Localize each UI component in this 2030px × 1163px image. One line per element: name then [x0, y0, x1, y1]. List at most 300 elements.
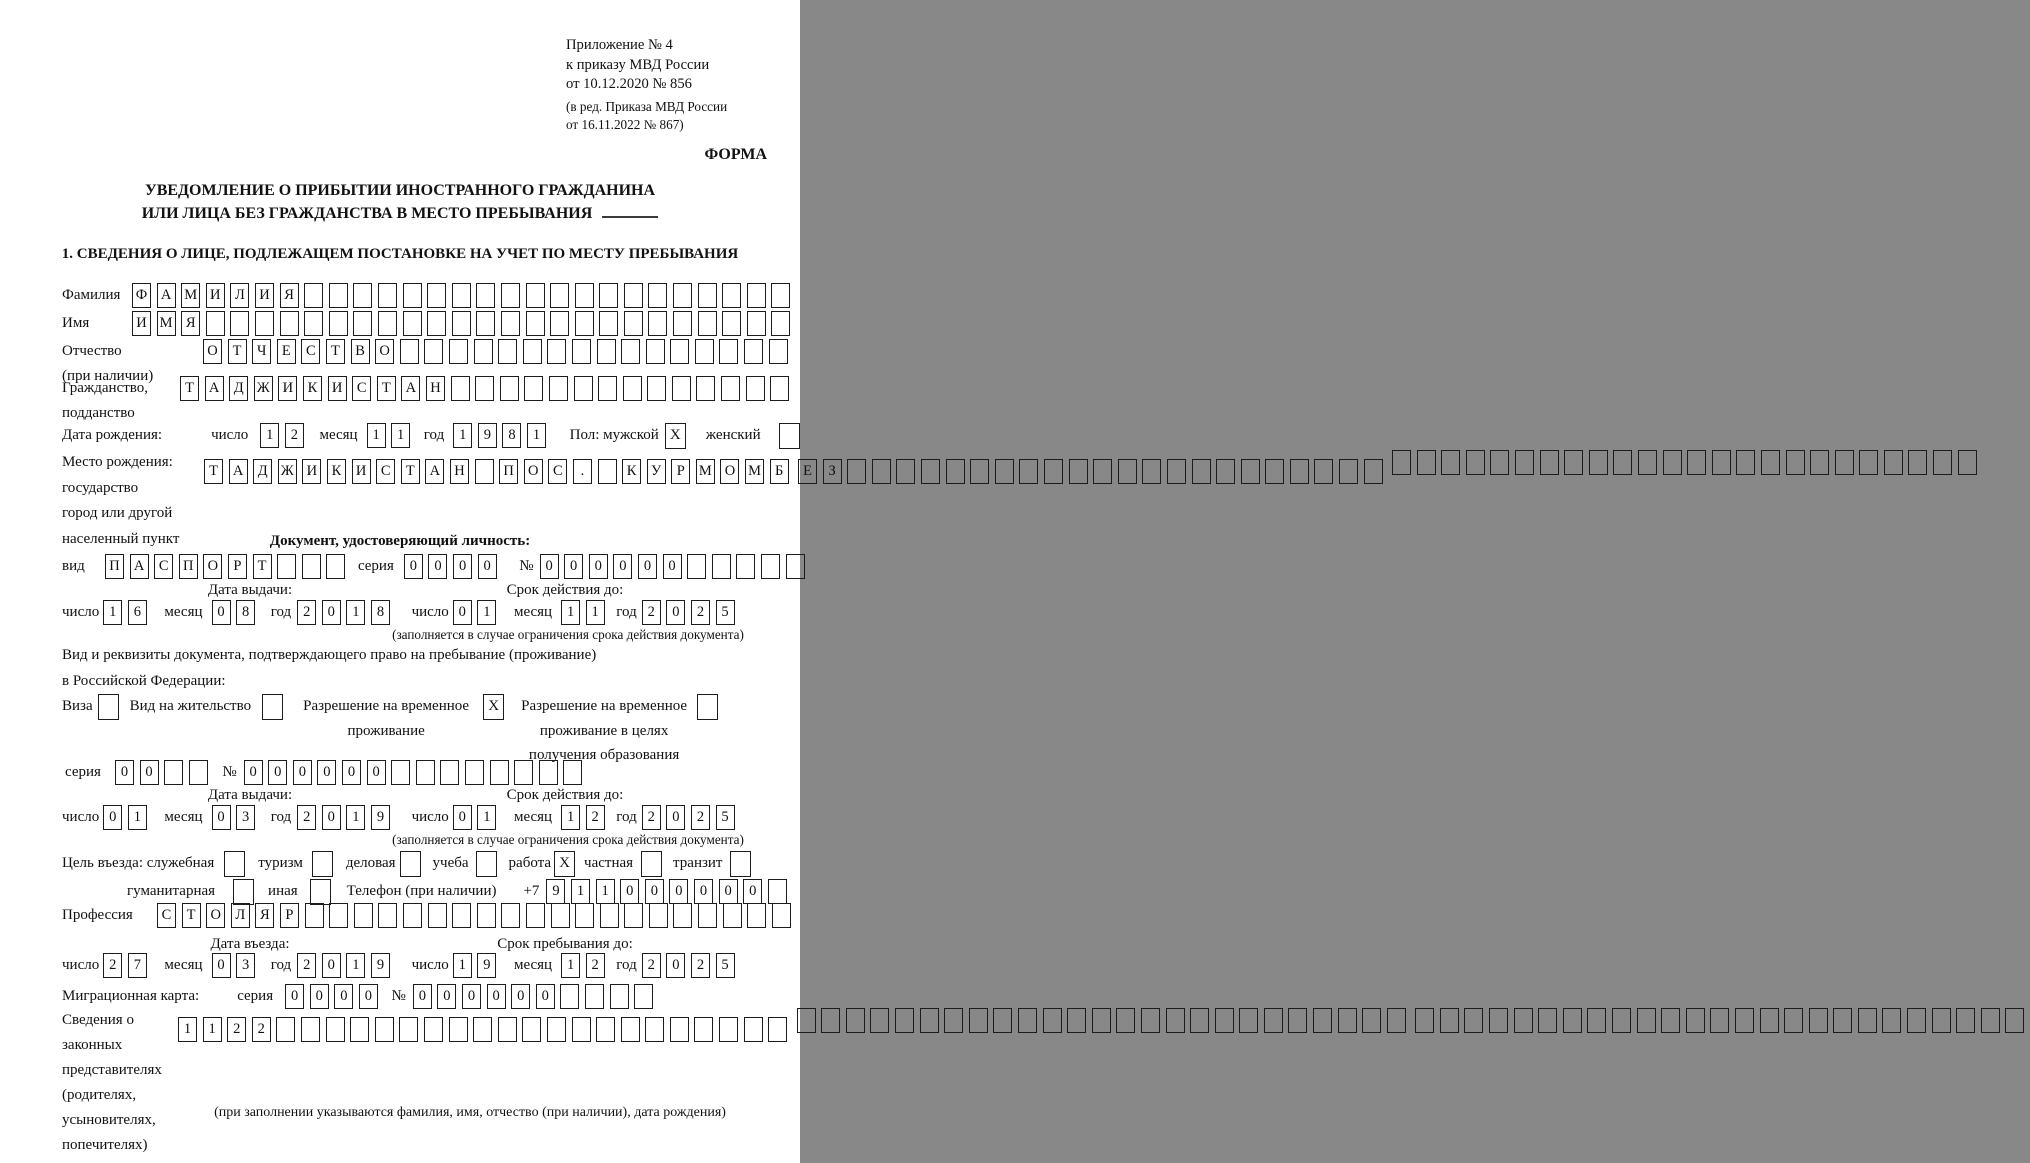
char-cell[interactable]: 0	[511, 984, 530, 1009]
char-cell[interactable]: 0	[212, 805, 231, 830]
char-cell[interactable]: 0	[478, 554, 497, 579]
char-cell[interactable]	[1466, 450, 1485, 475]
char-cell[interactable]: 0	[322, 953, 341, 978]
char-cell[interactable]	[621, 339, 640, 364]
char-cell[interactable]	[1735, 1008, 1754, 1033]
char-cell[interactable]	[1933, 450, 1952, 475]
char-cell[interactable]	[646, 339, 665, 364]
char-cell[interactable]	[526, 903, 545, 928]
char-cell[interactable]	[1019, 459, 1038, 484]
char-cell[interactable]	[1362, 1008, 1381, 1033]
char-cell[interactable]: 0	[564, 554, 583, 579]
char-cell[interactable]	[761, 554, 780, 579]
char-cell[interactable]	[1044, 459, 1063, 484]
char-cell[interactable]	[399, 1017, 418, 1042]
char-cell[interactable]: 2	[297, 953, 316, 978]
char-cell[interactable]	[1563, 1008, 1582, 1033]
char-cell[interactable]	[550, 311, 569, 336]
char-cell[interactable]	[547, 339, 566, 364]
char-cell[interactable]	[921, 459, 940, 484]
char-cell[interactable]: Л	[230, 283, 249, 308]
char-cell[interactable]	[302, 554, 321, 579]
char-cell[interactable]	[189, 760, 208, 785]
char-cell[interactable]	[572, 1017, 591, 1042]
char-cell[interactable]	[944, 1008, 963, 1033]
char-cell[interactable]: 2	[297, 600, 316, 625]
char-cell[interactable]: У	[647, 459, 666, 484]
char-cell[interactable]: 2	[285, 423, 304, 448]
char-cell[interactable]	[1661, 1008, 1680, 1033]
char-cell[interactable]	[1216, 459, 1235, 484]
char-cell[interactable]: С	[157, 903, 176, 928]
char-cell[interactable]	[673, 283, 692, 308]
char-cell[interactable]: Т	[401, 459, 420, 484]
char-cell[interactable]	[723, 903, 742, 928]
char-cell[interactable]	[1239, 1008, 1258, 1033]
char-cell[interactable]	[301, 1017, 320, 1042]
char-cell[interactable]	[1417, 450, 1436, 475]
char-cell[interactable]	[1092, 1008, 1111, 1033]
char-cell[interactable]	[1710, 1008, 1729, 1033]
char-cell[interactable]	[920, 1008, 939, 1033]
char-cell[interactable]: 5	[716, 805, 735, 830]
char-cell[interactable]	[526, 283, 545, 308]
char-cell[interactable]	[797, 1008, 816, 1033]
char-cell[interactable]	[585, 984, 604, 1009]
char-cell[interactable]: Т	[204, 459, 223, 484]
char-cell[interactable]	[1612, 1008, 1631, 1033]
char-cell[interactable]	[329, 311, 348, 336]
char-cell[interactable]: П	[179, 554, 198, 579]
char-cell[interactable]: 2	[642, 953, 661, 978]
char-cell[interactable]	[575, 283, 594, 308]
char-cell[interactable]: 1	[596, 879, 615, 904]
char-cell[interactable]	[634, 984, 653, 1009]
char-cell[interactable]	[451, 376, 470, 401]
char-cell[interactable]	[452, 283, 471, 308]
purpose-private-checkbox[interactable]	[641, 851, 662, 877]
char-cell[interactable]	[475, 376, 494, 401]
char-cell[interactable]	[821, 1008, 840, 1033]
char-cell[interactable]: Я	[280, 283, 299, 308]
char-cell[interactable]	[1043, 1008, 1062, 1033]
char-cell[interactable]: 0	[317, 760, 336, 785]
char-cell[interactable]: Р	[671, 459, 690, 484]
char-cell[interactable]: Т	[180, 376, 199, 401]
char-cell[interactable]	[970, 459, 989, 484]
char-cell[interactable]: 9	[371, 953, 390, 978]
purpose-work-checkbox[interactable]: X	[554, 851, 575, 877]
char-cell[interactable]	[1981, 1008, 2000, 1033]
char-cell[interactable]	[1387, 1008, 1406, 1033]
purpose-tourism-checkbox[interactable]	[312, 851, 333, 877]
char-cell[interactable]	[786, 554, 805, 579]
char-cell[interactable]	[427, 311, 446, 336]
char-cell[interactable]: Д	[253, 459, 272, 484]
char-cell[interactable]	[440, 760, 459, 785]
char-cell[interactable]: 2	[586, 953, 605, 978]
char-cell[interactable]	[673, 311, 692, 336]
char-cell[interactable]	[696, 376, 715, 401]
char-cell[interactable]	[719, 339, 738, 364]
char-cell[interactable]	[1067, 1008, 1086, 1033]
char-cell[interactable]: 1	[367, 423, 386, 448]
char-cell[interactable]	[1540, 450, 1559, 475]
char-cell[interactable]	[698, 903, 717, 928]
char-cell[interactable]	[1314, 459, 1333, 484]
char-cell[interactable]: 0	[428, 554, 447, 579]
char-cell[interactable]	[698, 283, 717, 308]
char-cell[interactable]	[1589, 450, 1608, 475]
char-cell[interactable]	[736, 554, 755, 579]
char-cell[interactable]	[846, 1008, 865, 1033]
char-cell[interactable]: М	[745, 459, 764, 484]
char-cell[interactable]	[255, 311, 274, 336]
char-cell[interactable]	[1884, 450, 1903, 475]
char-cell[interactable]	[427, 283, 446, 308]
visa-checkbox[interactable]	[98, 694, 119, 720]
char-cell[interactable]	[722, 311, 741, 336]
char-cell[interactable]	[304, 283, 323, 308]
char-cell[interactable]: 1	[203, 1017, 222, 1042]
char-cell[interactable]: 2	[586, 805, 605, 830]
char-cell[interactable]	[1441, 450, 1460, 475]
char-cell[interactable]	[687, 554, 706, 579]
char-cell[interactable]	[1440, 1008, 1459, 1033]
char-cell[interactable]	[771, 283, 790, 308]
char-cell[interactable]: С	[301, 339, 320, 364]
char-cell[interactable]: 0	[310, 984, 329, 1009]
char-cell[interactable]	[768, 1017, 787, 1042]
char-cell[interactable]: 0	[645, 879, 664, 904]
char-cell[interactable]: Л	[231, 903, 250, 928]
char-cell[interactable]: С	[352, 376, 371, 401]
char-cell[interactable]: 0	[453, 554, 472, 579]
char-cell[interactable]	[670, 339, 689, 364]
char-cell[interactable]	[549, 376, 568, 401]
char-cell[interactable]: 1	[477, 805, 496, 830]
char-cell[interactable]	[1489, 1008, 1508, 1033]
char-cell[interactable]	[746, 376, 765, 401]
char-cell[interactable]	[1538, 1008, 1557, 1033]
char-cell[interactable]: 0	[140, 760, 159, 785]
char-cell[interactable]: .	[573, 459, 592, 484]
char-cell[interactable]	[1265, 459, 1284, 484]
char-cell[interactable]	[465, 760, 484, 785]
purpose-other-checkbox[interactable]	[310, 879, 331, 905]
char-cell[interactable]	[452, 903, 471, 928]
char-cell[interactable]	[1142, 459, 1161, 484]
char-cell[interactable]: Ч	[252, 339, 271, 364]
char-cell[interactable]: 7	[128, 953, 147, 978]
char-cell[interactable]: О	[720, 459, 739, 484]
char-cell[interactable]	[946, 459, 965, 484]
char-cell[interactable]: 0	[536, 984, 555, 1009]
char-cell[interactable]: 0	[285, 984, 304, 1009]
char-cell[interactable]	[598, 376, 617, 401]
char-cell[interactable]	[230, 311, 249, 336]
char-cell[interactable]: 2	[252, 1017, 271, 1042]
char-cell[interactable]	[304, 311, 323, 336]
char-cell[interactable]	[747, 903, 766, 928]
char-cell[interactable]: 1	[346, 600, 365, 625]
char-cell[interactable]: Т	[326, 339, 345, 364]
char-cell[interactable]: 0	[293, 760, 312, 785]
char-cell[interactable]	[452, 311, 471, 336]
char-cell[interactable]: 1	[178, 1017, 197, 1042]
char-cell[interactable]	[1392, 450, 1411, 475]
char-cell[interactable]	[969, 1008, 988, 1033]
char-cell[interactable]	[1118, 459, 1137, 484]
char-cell[interactable]	[1956, 1008, 1975, 1033]
char-cell[interactable]	[1638, 450, 1657, 475]
char-cell[interactable]: П	[105, 554, 124, 579]
char-cell[interactable]	[1587, 1008, 1606, 1033]
char-cell[interactable]: Т	[377, 376, 396, 401]
char-cell[interactable]	[1958, 450, 1977, 475]
char-cell[interactable]	[474, 339, 493, 364]
char-cell[interactable]: 2	[691, 953, 710, 978]
char-cell[interactable]: К	[622, 459, 641, 484]
char-cell[interactable]	[403, 903, 422, 928]
char-cell[interactable]: 0	[462, 984, 481, 1009]
char-cell[interactable]	[712, 554, 731, 579]
char-cell[interactable]	[1882, 1008, 1901, 1033]
char-cell[interactable]	[473, 1017, 492, 1042]
char-cell[interactable]: 1	[391, 423, 410, 448]
char-cell[interactable]: 0	[487, 984, 506, 1009]
char-cell[interactable]	[563, 760, 582, 785]
char-cell[interactable]	[1190, 1008, 1209, 1033]
char-cell[interactable]	[277, 554, 296, 579]
char-cell[interactable]	[1241, 459, 1260, 484]
char-cell[interactable]: 0	[103, 805, 122, 830]
char-cell[interactable]	[1784, 1008, 1803, 1033]
char-cell[interactable]	[1464, 1008, 1483, 1033]
char-cell[interactable]: 1	[453, 953, 472, 978]
char-cell[interactable]	[1338, 1008, 1357, 1033]
char-cell[interactable]: Н	[426, 376, 445, 401]
char-cell[interactable]	[1835, 450, 1854, 475]
char-cell[interactable]	[305, 903, 324, 928]
char-cell[interactable]: 2	[691, 600, 710, 625]
char-cell[interactable]: О	[206, 903, 225, 928]
char-cell[interactable]: И	[302, 459, 321, 484]
char-cell[interactable]	[378, 283, 397, 308]
char-cell[interactable]	[649, 903, 668, 928]
char-cell[interactable]: 1	[571, 879, 590, 904]
char-cell[interactable]: Р	[280, 903, 299, 928]
char-cell[interactable]: О	[203, 554, 222, 579]
char-cell[interactable]	[1514, 1008, 1533, 1033]
char-cell[interactable]	[522, 1017, 541, 1042]
char-cell[interactable]	[1663, 450, 1682, 475]
char-cell[interactable]: 0	[620, 879, 639, 904]
purpose-humanitarian-checkbox[interactable]	[233, 879, 254, 905]
char-cell[interactable]	[498, 1017, 517, 1042]
char-cell[interactable]: 9	[546, 879, 565, 904]
char-cell[interactable]: 0	[322, 805, 341, 830]
char-cell[interactable]	[476, 311, 495, 336]
char-cell[interactable]	[206, 311, 225, 336]
char-cell[interactable]: Д	[229, 376, 248, 401]
purpose-business-checkbox[interactable]	[400, 851, 421, 877]
char-cell[interactable]	[449, 339, 468, 364]
char-cell[interactable]	[1167, 459, 1186, 484]
char-cell[interactable]	[501, 311, 520, 336]
char-cell[interactable]: К	[303, 376, 322, 401]
char-cell[interactable]	[523, 339, 542, 364]
char-cell[interactable]: 0	[666, 805, 685, 830]
char-cell[interactable]	[1760, 1008, 1779, 1033]
char-cell[interactable]	[475, 459, 494, 484]
edu-permit-checkbox[interactable]	[697, 694, 718, 720]
char-cell[interactable]: 9	[477, 953, 496, 978]
char-cell[interactable]	[695, 339, 714, 364]
char-cell[interactable]	[645, 1017, 664, 1042]
char-cell[interactable]	[647, 376, 666, 401]
char-cell[interactable]	[1093, 459, 1112, 484]
char-cell[interactable]: Т	[253, 554, 272, 579]
char-cell[interactable]: 9	[478, 423, 497, 448]
char-cell[interactable]: И	[255, 283, 274, 308]
char-cell[interactable]: 2	[642, 600, 661, 625]
char-cell[interactable]: М	[181, 283, 200, 308]
char-cell[interactable]	[326, 554, 345, 579]
char-cell[interactable]	[1069, 459, 1088, 484]
char-cell[interactable]	[1932, 1008, 1951, 1033]
purpose-transit-checkbox[interactable]	[730, 851, 751, 877]
char-cell[interactable]	[550, 283, 569, 308]
char-cell[interactable]	[1415, 1008, 1434, 1033]
char-cell[interactable]: 0	[334, 984, 353, 1009]
char-cell[interactable]	[353, 311, 372, 336]
char-cell[interactable]: 2	[691, 805, 710, 830]
char-cell[interactable]	[847, 459, 866, 484]
char-cell[interactable]	[424, 339, 443, 364]
char-cell[interactable]	[768, 879, 787, 904]
char-cell[interactable]: 0	[663, 554, 682, 579]
char-cell[interactable]: А	[425, 459, 444, 484]
char-cell[interactable]: 0	[437, 984, 456, 1009]
char-cell[interactable]: 5	[716, 953, 735, 978]
char-cell[interactable]	[164, 760, 183, 785]
char-cell[interactable]: 0	[342, 760, 361, 785]
char-cell[interactable]: 0	[413, 984, 432, 1009]
char-cell[interactable]: 0	[212, 600, 231, 625]
char-cell[interactable]	[526, 311, 545, 336]
char-cell[interactable]: 0	[212, 953, 231, 978]
char-cell[interactable]: 0	[743, 879, 762, 904]
char-cell[interactable]	[1859, 450, 1878, 475]
char-cell[interactable]	[575, 311, 594, 336]
char-cell[interactable]: 2	[227, 1017, 246, 1042]
char-cell[interactable]: И	[206, 283, 225, 308]
char-cell[interactable]: С	[548, 459, 567, 484]
char-cell[interactable]	[354, 903, 373, 928]
char-cell[interactable]: Е	[277, 339, 296, 364]
char-cell[interactable]: С	[154, 554, 173, 579]
char-cell[interactable]	[500, 376, 519, 401]
char-cell[interactable]	[498, 339, 517, 364]
char-cell[interactable]	[547, 1017, 566, 1042]
char-cell[interactable]	[896, 459, 915, 484]
char-cell[interactable]	[501, 903, 520, 928]
char-cell[interactable]: Т	[182, 903, 201, 928]
char-cell[interactable]: 1	[346, 805, 365, 830]
char-cell[interactable]: 1	[260, 423, 279, 448]
char-cell[interactable]: К	[327, 459, 346, 484]
char-cell[interactable]	[771, 311, 790, 336]
char-cell[interactable]	[378, 311, 397, 336]
char-cell[interactable]	[1364, 459, 1383, 484]
char-cell[interactable]: 6	[128, 600, 147, 625]
char-cell[interactable]	[598, 459, 617, 484]
char-cell[interactable]	[1858, 1008, 1877, 1033]
char-cell[interactable]	[350, 1017, 369, 1042]
char-cell[interactable]	[769, 339, 788, 364]
char-cell[interactable]: А	[205, 376, 224, 401]
char-cell[interactable]	[329, 903, 348, 928]
char-cell[interactable]: 0	[268, 760, 287, 785]
char-cell[interactable]	[1786, 450, 1805, 475]
female-checkbox[interactable]	[779, 423, 800, 449]
char-cell[interactable]	[597, 339, 616, 364]
char-cell[interactable]: 9	[371, 805, 390, 830]
char-cell[interactable]	[596, 1017, 615, 1042]
char-cell[interactable]: Н	[450, 459, 469, 484]
char-cell[interactable]	[698, 311, 717, 336]
male-checkbox[interactable]: X	[665, 423, 686, 449]
char-cell[interactable]	[648, 311, 667, 336]
char-cell[interactable]	[326, 1017, 345, 1042]
char-cell[interactable]	[623, 376, 642, 401]
char-cell[interactable]	[490, 760, 509, 785]
char-cell[interactable]	[1018, 1008, 1037, 1033]
char-cell[interactable]: 1	[453, 423, 472, 448]
char-cell[interactable]: Ж	[278, 459, 297, 484]
char-cell[interactable]: 0	[613, 554, 632, 579]
char-cell[interactable]: И	[278, 376, 297, 401]
char-cell[interactable]	[329, 283, 348, 308]
char-cell[interactable]	[477, 903, 496, 928]
char-cell[interactable]	[772, 903, 791, 928]
char-cell[interactable]	[673, 903, 692, 928]
char-cell[interactable]	[539, 760, 558, 785]
char-cell[interactable]	[1490, 450, 1509, 475]
char-cell[interactable]	[449, 1017, 468, 1042]
char-cell[interactable]: 1	[561, 953, 580, 978]
char-cell[interactable]	[599, 311, 618, 336]
char-cell[interactable]	[694, 1017, 713, 1042]
char-cell[interactable]: 0	[638, 554, 657, 579]
char-cell[interactable]	[719, 1017, 738, 1042]
char-cell[interactable]	[400, 339, 419, 364]
purpose-study-checkbox[interactable]	[476, 851, 497, 877]
char-cell[interactable]	[648, 283, 667, 308]
char-cell[interactable]	[1810, 450, 1829, 475]
char-cell[interactable]: Т	[228, 339, 247, 364]
char-cell[interactable]	[424, 1017, 443, 1042]
char-cell[interactable]: И	[132, 311, 151, 336]
char-cell[interactable]	[1833, 1008, 1852, 1033]
char-cell[interactable]: 3	[236, 953, 255, 978]
purpose-official-checkbox[interactable]	[224, 851, 245, 877]
char-cell[interactable]: 8	[371, 600, 390, 625]
char-cell[interactable]	[1809, 1008, 1828, 1033]
char-cell[interactable]	[872, 459, 891, 484]
char-cell[interactable]: 0	[719, 879, 738, 904]
